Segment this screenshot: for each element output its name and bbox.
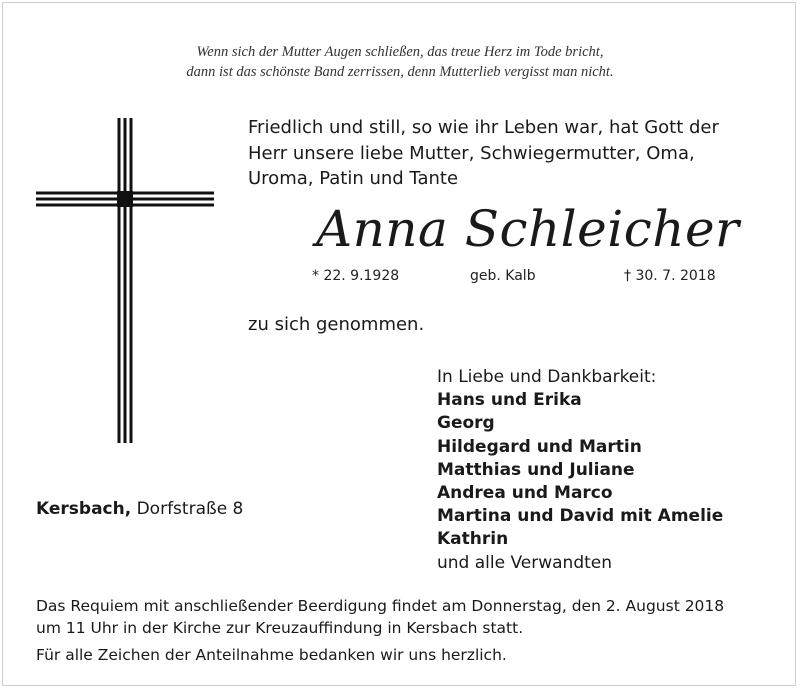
thanks-text: Für alle Zeichen der Anteilnahme bedanken wir uns herzlich. <box>36 646 507 664</box>
mourner-name: Martina und David mit Amelie <box>437 506 724 527</box>
birth-date: * 22. 9.1928 <box>312 268 400 284</box>
mourner-name: Kathrin <box>437 529 509 550</box>
mourners-heading: In Liebe und Dankbarkeit: <box>437 367 657 387</box>
mourners-closing: und alle Verwandten <box>437 552 613 573</box>
mourner-name: Matthias und Juliane <box>437 459 635 480</box>
deceased-name: Anna Schleicher <box>316 200 740 258</box>
service-line-1: Das Requiem mit anschließender Beerdigung findet am Donnerstag, den 2. August 2018 <box>36 597 725 615</box>
taken-text: zu sich genommen. <box>248 314 425 335</box>
address-street: Dorfstraße 8 <box>136 499 244 519</box>
motto-line-1: Wenn sich der Mutter Augen schließen, das treue Herz im Tode bricht, <box>196 44 604 60</box>
mourners-list <box>437 366 777 575</box>
address-town: Kersbach, <box>36 499 132 519</box>
service-line-2: um 11 Uhr in der Kirche zur Kreuzauffindung in Kersbach statt. <box>36 619 524 637</box>
address <box>36 499 243 519</box>
mourner-name: Hans und Erika <box>437 390 582 411</box>
motto-line-2: dann ist das schönste Band zerrissen, denn Mutterlieb vergisst man nicht. <box>186 64 614 80</box>
cross-icon <box>36 118 216 448</box>
intro-text <box>248 115 768 192</box>
mourner-name: Georg <box>437 413 495 434</box>
service-info <box>36 595 776 639</box>
mourner-name: Hildegard und Martin <box>437 436 642 457</box>
intro-line-3: Uroma, Patin und Tante <box>248 168 459 189</box>
maiden-name: geb. Kalb <box>470 268 536 284</box>
mourner-name: Andrea und Marco <box>437 483 613 504</box>
intro-line-1: Friedlich und still, so wie ihr Leben war, hat Gott der <box>248 117 719 138</box>
death-date: † 30. 7. 2018 <box>624 268 716 284</box>
intro-line-2: Herr unsere liebe Mutter, Schwiegermutter, Oma, <box>248 142 695 164</box>
